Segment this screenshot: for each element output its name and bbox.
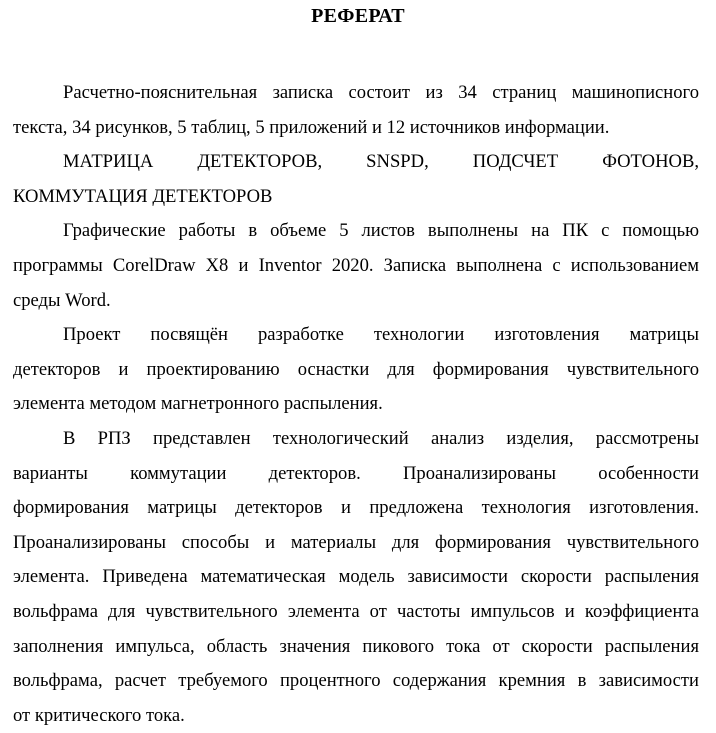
text-line: В РПЗ представлен технологический анализ изделия, рассмотрены	[63, 427, 699, 449]
paragraph-project	[13, 318, 699, 422]
text-line: МАТРИЦА ДЕТЕКТОРОВ, SNSPD, ПОДСЧЕТ ФОТОНОВ,	[63, 151, 699, 173]
text-line: текста, 34 рисунков, 5 таблиц, 5 приложений и 12 источников информации.	[13, 116, 610, 138]
text-line: вольфрама, расчет требуемого процентного содержания кремния в зависимости	[13, 670, 699, 692]
paragraph-keywords	[13, 145, 699, 214]
text-line: среды Word.	[13, 289, 111, 311]
text-line: элемента. Приведена математическая модель зависимости скорости распыления	[13, 566, 699, 588]
paragraph-analysis	[13, 422, 699, 733]
text-line: КОММУТАЦИЯ ДЕТЕКТОРОВ	[13, 185, 273, 207]
text-line: детекторов и проектированию оснастки для формирования чувствительного	[13, 358, 699, 380]
text-line: Графические работы в объеме 5 листов выполнены на ПК с помощью	[63, 220, 699, 242]
paragraph-graphics	[13, 214, 699, 318]
document-body	[13, 76, 699, 733]
document-title: РЕФЕРАТ	[311, 5, 405, 27]
text-line: вольфрама для чувствительного элемента от частоты импульсов и коэффициента	[13, 600, 699, 622]
text-line: элемента методом магнетронного распыления.	[13, 393, 383, 415]
text-line: программы CorelDraw X8 и Inventor 2020. Записка выполнена с использованием	[13, 254, 699, 276]
text-line: Проект посвящён разработке технологии изготовления матрицы	[63, 324, 699, 346]
text-line: Расчетно-пояснительная записка состоит из 34 страниц машинописного	[63, 82, 699, 103]
paragraph-summary	[13, 76, 699, 145]
text-line: заполнения импульса, область значения пикового тока от скорости распыления	[13, 635, 699, 657]
text-line: формирования матрицы детекторов и предложена технология изготовления.	[13, 497, 699, 519]
text-line: варианты коммутации детекторов. Проанализированы особенности	[13, 462, 699, 484]
text-line: Проанализированы способы и материалы для формирования чувствительного	[13, 531, 699, 553]
text-line: от критического тока.	[13, 704, 185, 726]
